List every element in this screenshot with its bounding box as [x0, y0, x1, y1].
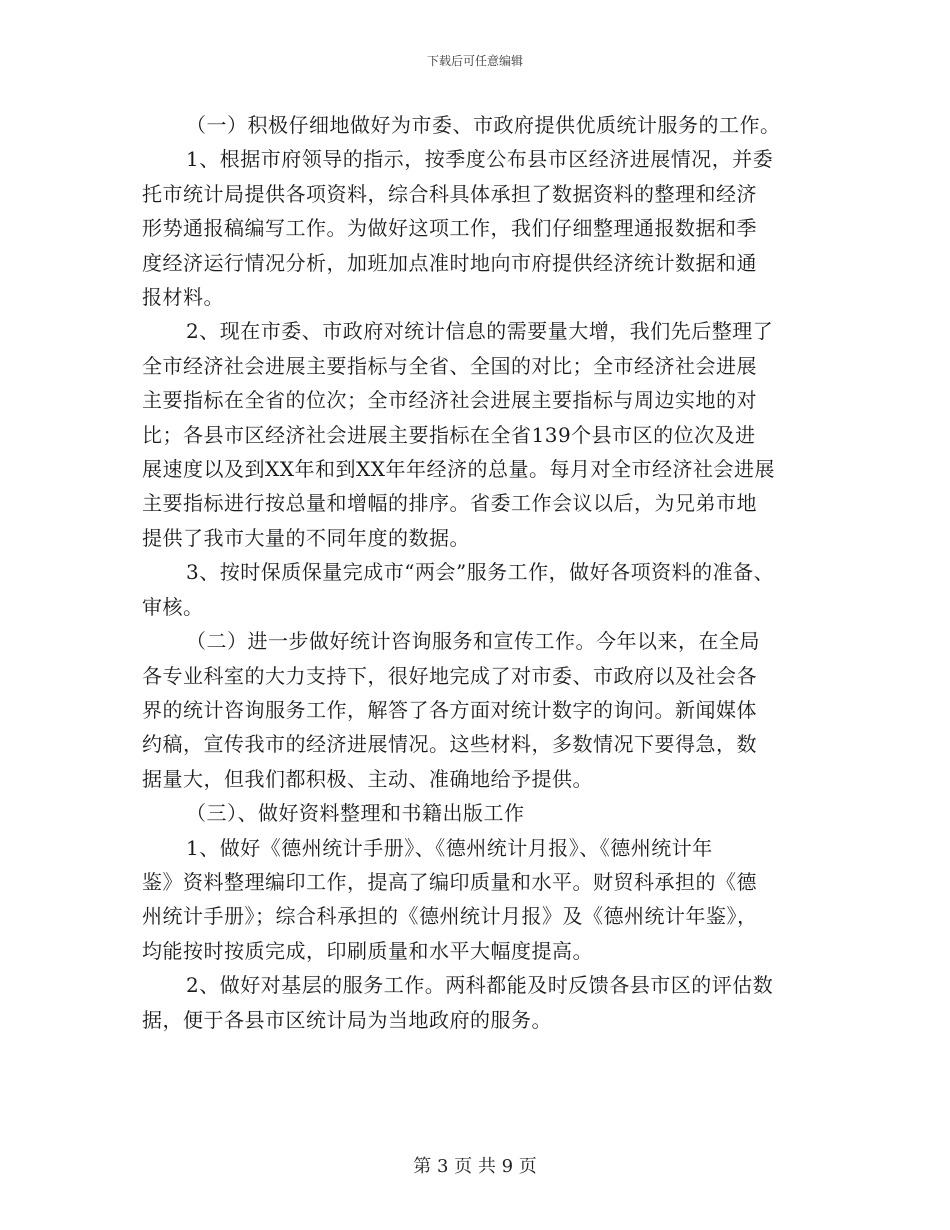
paragraph-line: 3、按时保质保量完成市“两会”服务工作，做好各项资料的准备、	[186, 560, 775, 585]
paragraph-line: 1、根据市府领导的指示，按季度公布县市区经济进展情况，并委	[186, 147, 774, 172]
paragraph-line: 审核。	[142, 594, 204, 619]
document-body	[142, 108, 822, 1037]
paragraph-line: 各专业科室的大力支持下，很好地完成了对市委、市政府以及社会各	[142, 663, 757, 688]
paragraph-line: 主要指标进行按总量和增幅的排序。省委工作会议以后，为兄弟市地	[142, 491, 757, 516]
paragraph-line: 鉴》资料整理编印工作，提高了编印质量和水平。财贸科承担的《德	[142, 869, 757, 894]
paragraph-line: 州统计手册》；综合科承担的《德州统计月报》及《德州统计年鉴》，	[142, 904, 758, 929]
paragraph-line: 提供了我市大量的不同年度的数据。	[142, 525, 470, 550]
paragraph-line: 托市统计局提供各项资料，综合科具体承担了数据资料的整理和经济	[142, 181, 757, 206]
paragraph-line: 界的统计咨询服务工作，解答了各方面对统计数字的询问。新闻媒体	[142, 697, 757, 722]
page-footer: 第 3 页 共 9 页	[413, 1156, 537, 1177]
paragraph-line: 2、做好对基层的服务工作。两科都能及时反馈各县市区的评估数	[186, 973, 774, 998]
paragraph-line: 展速度以及到XX年和到XX年年经济的总量。每月对全市经济社会进展	[142, 457, 775, 482]
paragraph-line: 2、现在市委、市政府对统计信息的需要量大增，我们先后整理了	[186, 319, 774, 344]
page-header: 下载后可任意编辑	[426, 54, 523, 68]
heading-section-3: （三）、做好资料整理和书籍出版工作	[186, 801, 525, 826]
paragraph-line: 均能按时按质完成，印刷质量和水平大幅度提高。	[142, 938, 593, 963]
paragraph-line: 度经济运行情况分析，加班加点准时地向市府提供经济统计数据和通	[142, 250, 757, 275]
paragraph-line: 形势通报稿编写工作。为做好这项工作，我们仔细整理通报数据和季	[142, 216, 757, 241]
paragraph-line: 据量大，但我们都积极、主动、准确地给予提供。	[142, 766, 593, 791]
heading-section-1: （一）积极仔细地做好为市委、市政府提供优质统计服务的工作。	[186, 113, 781, 137]
paragraph-line: 主要指标在全省的位次；全市经济社会进展主要指标与周边实地的对	[142, 388, 757, 413]
paragraph-line: 据，便于各县市区统计局为当地政府的服务。	[142, 1007, 552, 1032]
heading-section-2: （二）进一步做好统计咨询服务和宣传工作。今年以来，在全局	[186, 629, 760, 654]
paragraph-line: 约稿，宣传我市的经济进展情况。这些材料，多数情况下要得急，数	[142, 732, 757, 757]
paragraph-line: 1、做好《德州统计手册》、《德州统计月报》、《德州统计年	[186, 835, 713, 860]
paragraph-line: 比；各县市区经济社会进展主要指标在全省139个县市区的位次及进	[142, 422, 756, 447]
paragraph-line: 全市经济社会进展主要指标与全省、全国的对比；全市经济社会进展	[142, 353, 757, 378]
paragraph-line: 报材料。	[142, 285, 224, 310]
